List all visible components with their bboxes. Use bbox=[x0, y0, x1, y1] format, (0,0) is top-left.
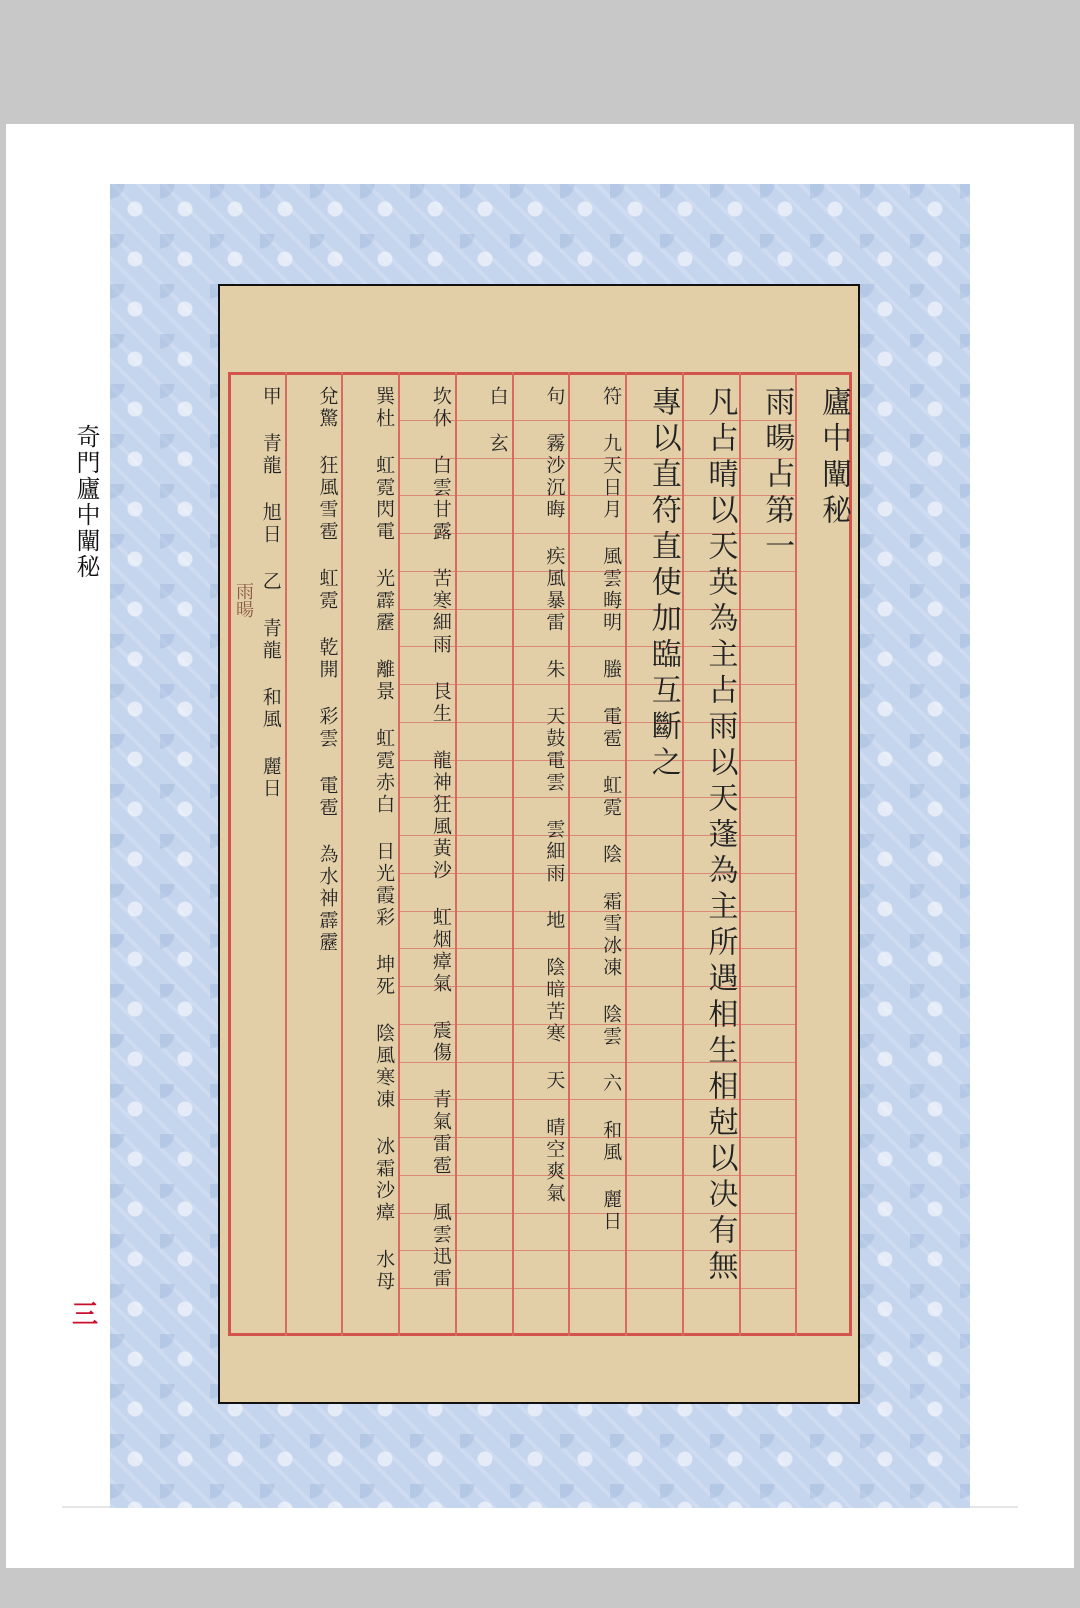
grid-column-line bbox=[512, 372, 514, 1336]
side-title: 奇門廬中闡秘 bbox=[72, 424, 100, 580]
text-column: 雨暘占第一 bbox=[759, 386, 795, 566]
text-column: 符 九天日月 風雲晦明 螣 電雹 虹霓 陰 霜雪冰凍 陰雲 六 和風 麗日 bbox=[600, 386, 623, 1233]
book-page-scan bbox=[218, 284, 860, 1404]
text-column: 坎休 白雲甘露 苦寒細雨 艮生 龍神狂風黃沙 虹烟瘴氣 震傷 青氣雷雹 風雲迅雷 bbox=[429, 386, 452, 1290]
grid-column-line bbox=[285, 372, 287, 1336]
grid-column-line bbox=[341, 372, 343, 1336]
text-column: 凡占晴以天英為主占雨以天蓬為主所遇相生相尅以决有無 bbox=[702, 386, 738, 1286]
grid-column-line bbox=[739, 372, 741, 1336]
grid-column-line bbox=[398, 372, 400, 1336]
grid-column-line bbox=[568, 372, 570, 1336]
text-column: 廬中闡秘 bbox=[815, 386, 851, 530]
page-number: 三 bbox=[72, 1300, 99, 1330]
text-column: 句 霧沙沉晦 疾風暴雷 朱 天鼓電雲 雲細雨 地 陰暗苦寒 天 晴空爽氣 bbox=[543, 386, 566, 1205]
text-column: 白 玄 bbox=[486, 386, 509, 455]
grid-column-line bbox=[625, 372, 627, 1336]
grid-column-line bbox=[455, 372, 457, 1336]
text-column: 專以直符直使加臨互斷之 bbox=[645, 386, 681, 782]
text-column: 甲 青龍 旭日 乙 青龍 和風 麗日 bbox=[259, 386, 282, 800]
text-column: 巽杜 虹霓閃電 光霹靂 離景 虹霓赤白 日光霞彩 坤死 陰風寒凍 冰霜沙瘴 水母 bbox=[373, 386, 396, 1293]
grid-column-line bbox=[795, 372, 797, 1336]
margin-label: 雨暘 bbox=[233, 582, 254, 618]
text-column: 兌驚 狂風雪雹 虹霓 乾開 彩雲 電雹 為水神霹靂 bbox=[316, 386, 339, 954]
grid-column-line bbox=[682, 372, 684, 1336]
